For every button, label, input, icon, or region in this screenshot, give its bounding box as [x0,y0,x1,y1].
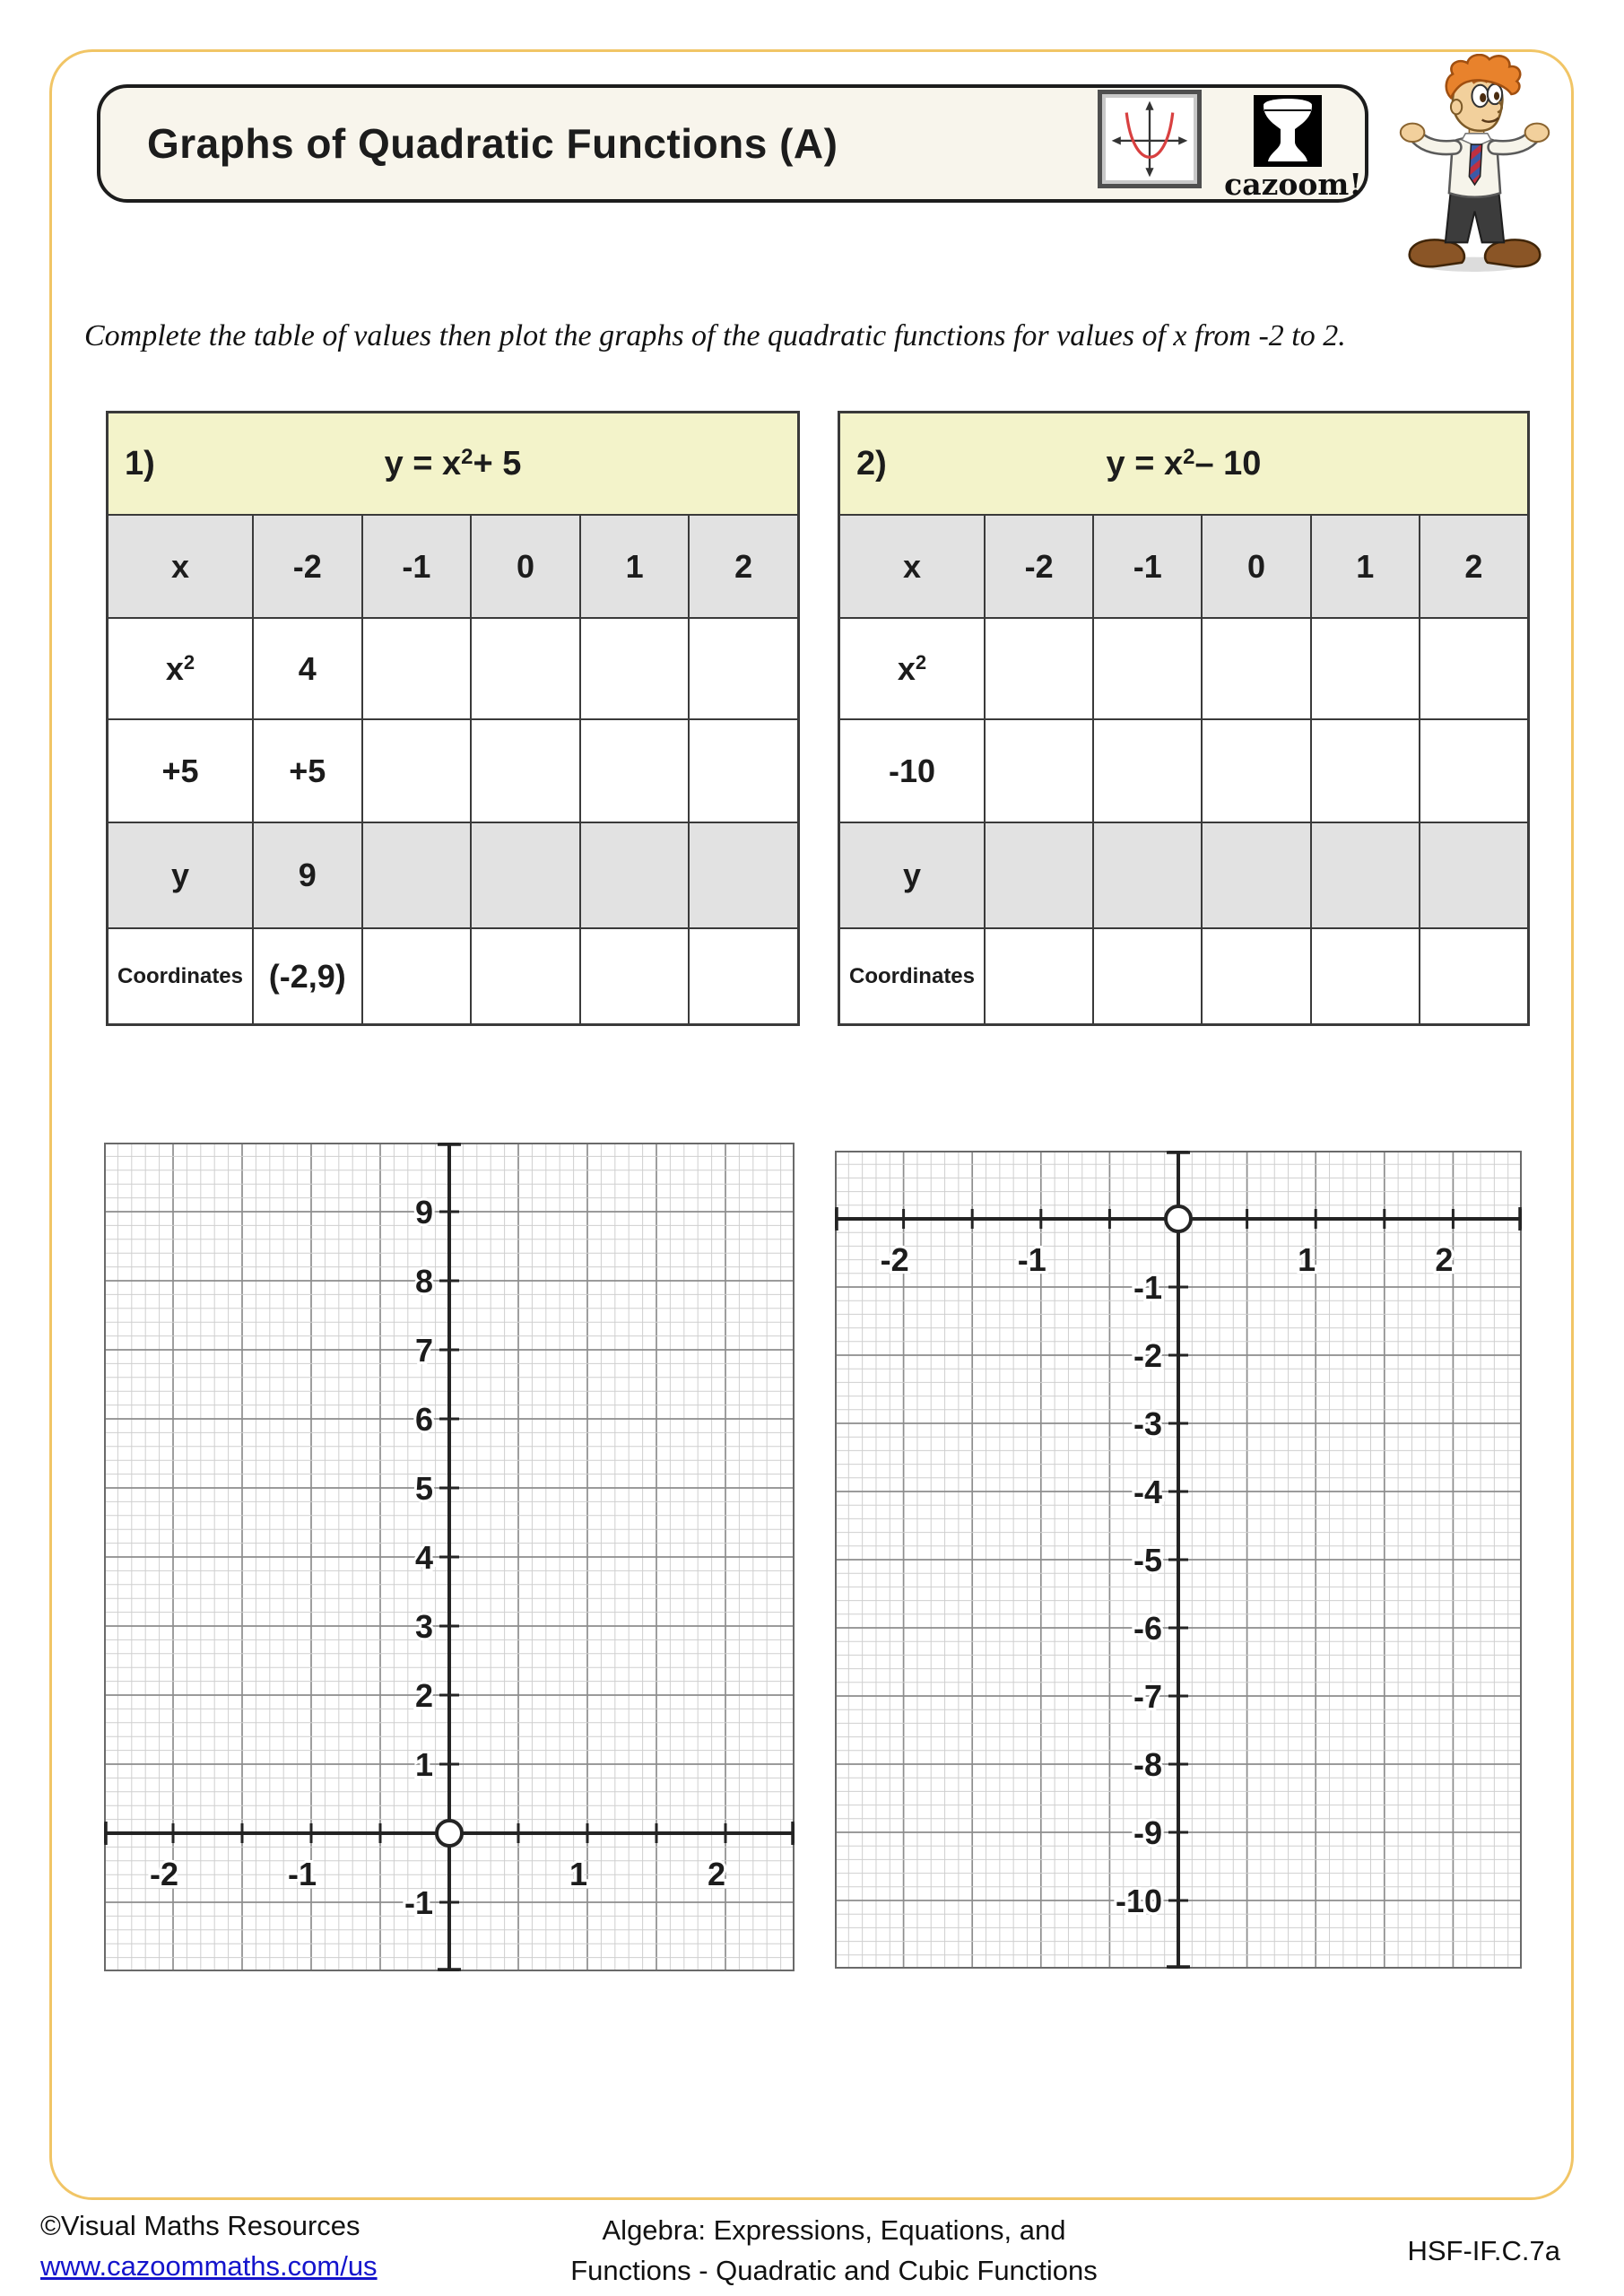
table-cell-value: 0 [1201,516,1309,617]
svg-text:7: 7 [414,1332,433,1369]
row-label: +5 [109,720,252,822]
empty-answer-cell [470,619,579,718]
table-cell-value: -2 [984,516,1092,617]
table-row [109,718,797,822]
table-cell-value: -1 [361,516,471,617]
svg-text:8: 8 [414,1263,433,1300]
empty-answer-cell [579,720,689,822]
table-cell-value: 2 [1419,516,1527,617]
table-row [840,718,1527,822]
empty-answer-cell [470,929,579,1023]
row-label: Coordinates [840,929,984,1023]
footer-category-block [386,2210,1282,2291]
row-label: x 2 [840,619,984,718]
empty-answer-cell [984,823,1092,927]
row-label: Coordinates [109,929,252,1023]
worksheet-header [97,84,1368,203]
row-label: y [840,823,984,927]
row-label: -10 [840,720,984,822]
svg-text:-7: -7 [1133,1678,1162,1715]
empty-answer-cell [1201,720,1309,822]
website-link[interactable]: www.cazoommaths.com/us [40,2250,378,2282]
svg-text:-2: -2 [880,1241,909,1278]
empty-answer-cell [688,720,797,822]
table-row [109,822,797,927]
table-row [840,514,1527,617]
instruction-text: Complete the table of values then plot the graphs of the quadratic functions for values of x from -2 to 2. [84,319,1346,352]
cazoom-logo [1221,93,1365,202]
svg-text:-1: -1 [1017,1241,1046,1278]
equation: y = x 2 – 10 [1106,444,1262,483]
empty-answer-cell [984,929,1092,1023]
svg-text:1: 1 [414,1746,433,1783]
question-number: 1) [125,444,155,483]
table-1-body [109,514,797,1023]
empty-answer-cell [1092,823,1201,927]
category-line-2: Functions - Quadratic and Cubic Functions [570,2255,1098,2286]
svg-text:-1: -1 [1133,1269,1162,1306]
empty-answer-cell [1419,619,1527,718]
empty-answer-cell [1092,720,1201,822]
svg-text:1: 1 [569,1856,588,1892]
svg-text:-6: -6 [1133,1610,1162,1647]
grid-1-canvas [104,1143,795,1971]
values-table-1 [106,411,800,1026]
coordinate-grid-2 [835,1151,1522,1969]
svg-text:-1: -1 [404,1884,433,1921]
empty-answer-cell [984,720,1092,822]
svg-text:-8: -8 [1133,1746,1162,1783]
empty-answer-cell [361,619,471,718]
empty-answer-cell [579,619,689,718]
svg-text:-9: -9 [1133,1814,1162,1851]
svg-text:-10: -10 [1115,1883,1162,1919]
svg-text:2: 2 [414,1677,433,1714]
cazoom-logo-text: cazoom! [1224,167,1362,202]
svg-text:5: 5 [414,1470,433,1507]
empty-answer-cell [688,929,797,1023]
category-line-1: Algebra: Expressions, Equations, and [602,2214,1066,2246]
empty-answer-cell [1419,929,1527,1023]
table-cell-value: -2 [252,516,361,617]
grid-2-canvas [835,1151,1522,1969]
svg-text:-4: -4 [1133,1474,1162,1510]
svg-text:2: 2 [707,1856,726,1892]
parabola-graph-icon [1098,90,1202,188]
table-cell-value: 4 [252,619,361,718]
equation: y = x 2 + 5 [384,444,522,483]
empty-answer-cell [688,619,797,718]
values-table-2 [838,411,1530,1026]
row-label: x [840,516,984,617]
table-cell-value: -1 [1092,516,1201,617]
row-label: x [109,516,252,617]
footer-credit-block [40,2210,378,2283]
svg-text:-2: -2 [149,1856,179,1892]
empty-answer-cell [1201,619,1309,718]
table-row [109,617,797,718]
table-row [840,617,1527,718]
row-label: y [109,823,252,927]
empty-answer-cell [579,823,689,927]
table-cell-value: 1 [579,516,689,617]
empty-answer-cell [1092,929,1201,1023]
table-cell-value: 2 [688,516,797,617]
svg-text:-5: -5 [1133,1542,1162,1578]
svg-text:1: 1 [1298,1241,1316,1278]
empty-answer-cell [1201,823,1309,927]
empty-answer-cell [1310,619,1419,718]
svg-text:6: 6 [414,1401,433,1438]
table-2-title-row [840,413,1527,514]
empty-answer-cell [361,720,471,822]
empty-answer-cell [579,929,689,1023]
svg-text:-2: -2 [1133,1337,1162,1374]
page-title: Graphs of Quadratic Functions (A) [147,120,838,167]
question-number: 2) [856,444,887,483]
empty-answer-cell [361,929,471,1023]
table-cell-value: (-2,9) [252,929,361,1023]
cartoon-character-illustration [1392,54,1558,274]
svg-text:3: 3 [414,1608,433,1645]
table-cell-value: 0 [470,516,579,617]
svg-text:-1: -1 [287,1856,317,1892]
empty-answer-cell [470,720,579,822]
empty-answer-cell [470,823,579,927]
empty-answer-cell [1419,823,1527,927]
empty-answer-cell [984,619,1092,718]
svg-text:9: 9 [414,1194,433,1231]
parabola-icon-drawing [1106,98,1194,180]
row-label: x 2 [109,619,252,718]
empty-answer-cell [1419,720,1527,822]
empty-answer-cell [1310,929,1419,1023]
svg-text:4: 4 [414,1539,433,1576]
table-cell-value: 1 [1310,516,1419,617]
empty-answer-cell [1201,929,1309,1023]
coordinate-grid-1 [104,1143,795,1971]
empty-answer-cell [1092,619,1201,718]
empty-answer-cell [688,823,797,927]
table-row [840,927,1527,1023]
empty-answer-cell [1310,720,1419,822]
empty-answer-cell [1310,823,1419,927]
cazoom-drum-icon [1254,95,1322,167]
table-1-title-row [109,413,797,514]
copyright-text: ©Visual Maths Resources [40,2210,360,2241]
empty-answer-cell [361,823,471,927]
table-cell-value: 9 [252,823,361,927]
standard-code: HSF-IF.C.7a [1407,2235,1560,2266]
table-row [109,514,797,617]
table-row [109,927,797,1023]
svg-text:-3: -3 [1133,1405,1162,1442]
table-row [840,822,1527,927]
svg-text:2: 2 [1435,1241,1454,1278]
table-2-body [840,514,1527,1023]
table-cell-value: +5 [252,720,361,822]
